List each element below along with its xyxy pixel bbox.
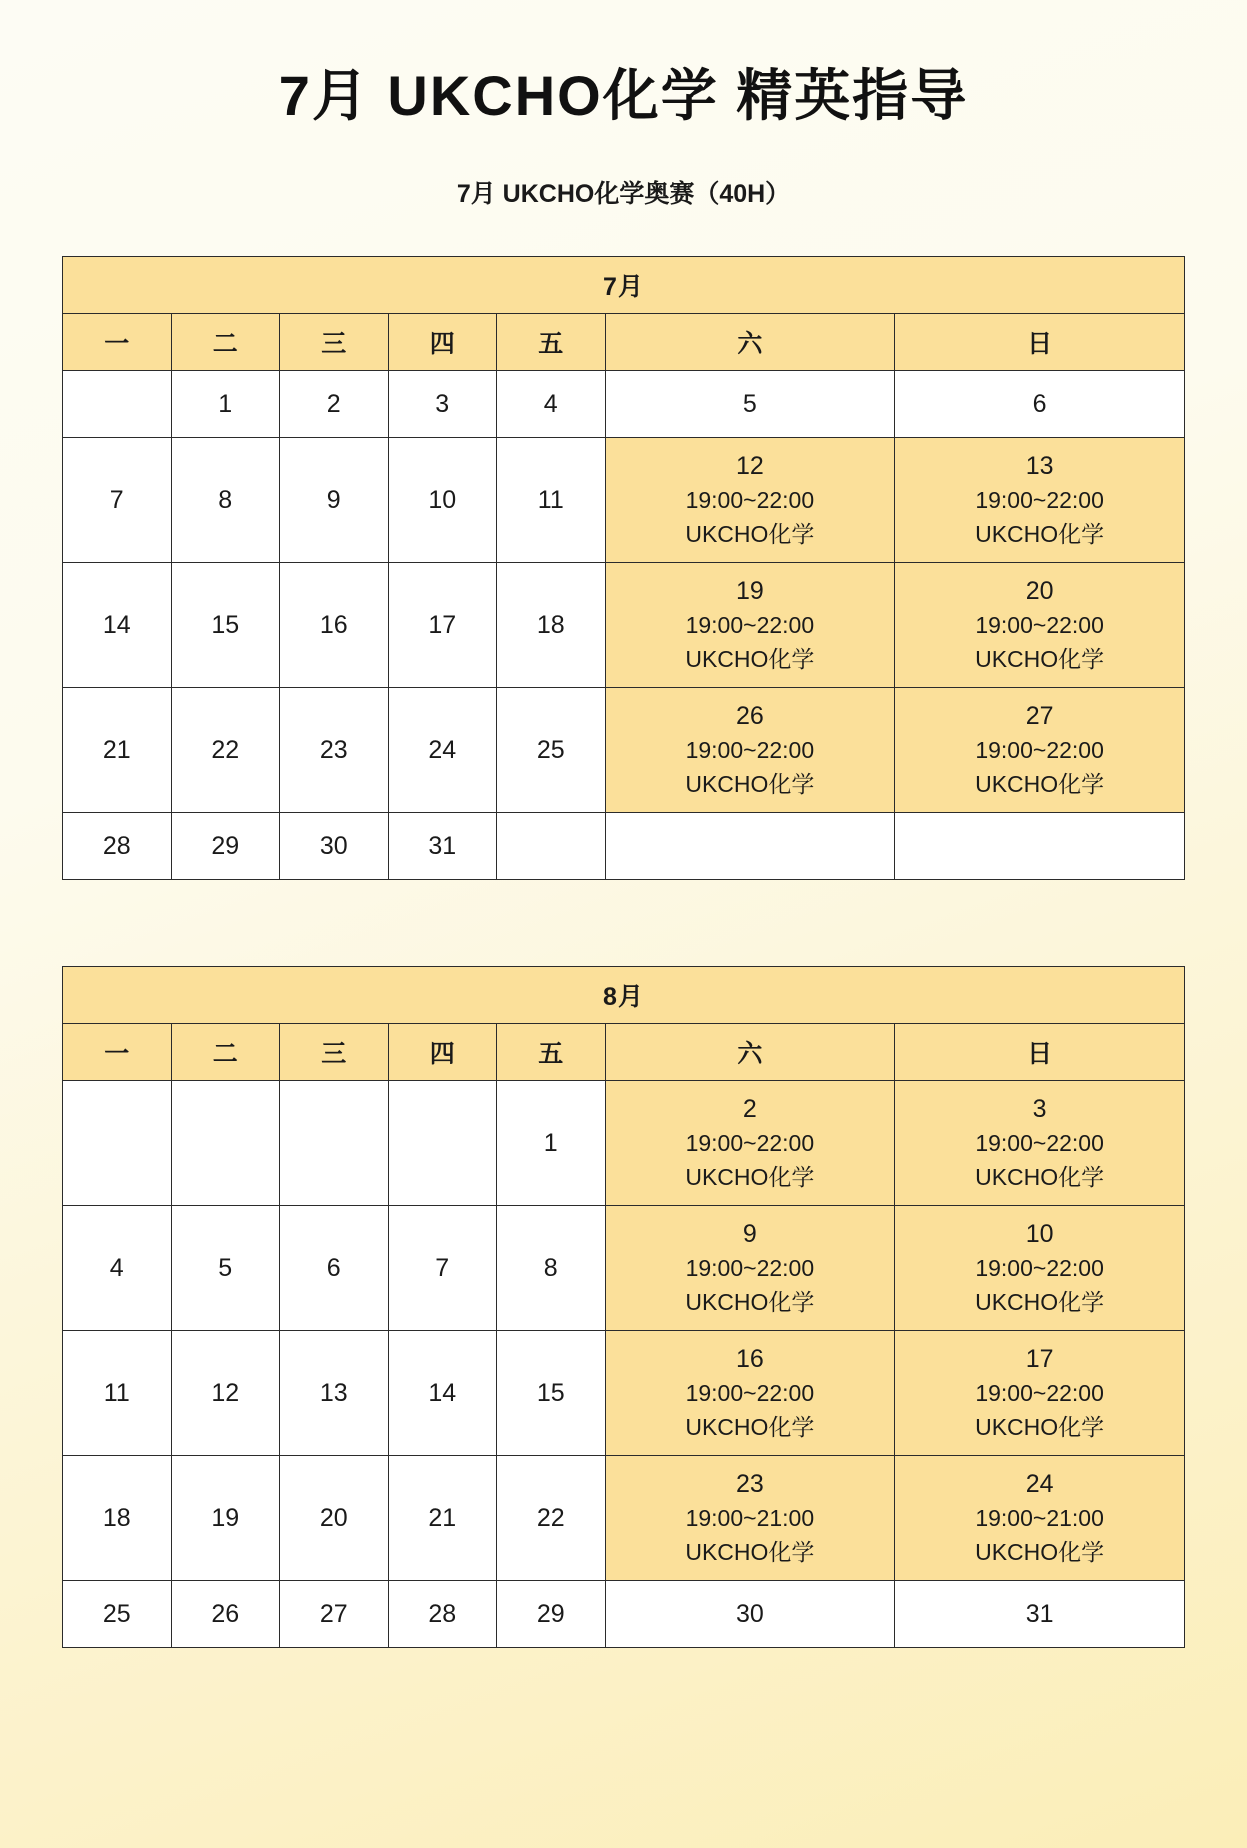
day-number: 13 [319, 1379, 348, 1407]
day-number: 16 [735, 1345, 764, 1373]
day-number: 28 [428, 1600, 457, 1628]
weekday-mon: 一 [63, 1024, 172, 1081]
event-name: UKCHO化学 [685, 1164, 815, 1190]
calendar-header [63, 257, 1185, 371]
calendar-day-cell-event[interactable] [605, 1331, 895, 1456]
calendar-week-row [63, 688, 1185, 813]
page-title: 7月 UKCHO化学 精英指导 [278, 64, 969, 127]
calendar-day-cell [63, 1081, 172, 1206]
event-time: 19:00~22:00 [975, 737, 1104, 763]
day-number: 23 [319, 736, 348, 764]
day-number: 19 [735, 577, 764, 605]
calendar-header [63, 967, 1185, 1081]
calendar-day-cell [497, 371, 606, 438]
day-number: 30 [319, 832, 348, 860]
calendar-day-cell [280, 371, 389, 438]
event-name: UKCHO化学 [975, 1414, 1105, 1440]
calendar-day-cell [895, 813, 1185, 880]
weekday-fri: 五 [497, 1024, 606, 1081]
day-number: 15 [211, 611, 240, 639]
month-label: 7月 [63, 257, 1185, 314]
calendar-body-july [63, 371, 1185, 880]
calendar-day-cell [388, 1331, 497, 1456]
calendar-day-cell-event[interactable] [605, 1081, 895, 1206]
calendar-day-cell [171, 1456, 280, 1581]
event-name: UKCHO化学 [975, 1539, 1105, 1565]
calendar-week-row [63, 563, 1185, 688]
day-number: 20 [319, 1504, 348, 1532]
weekday-tue: 二 [171, 314, 280, 371]
day-number: 26 [211, 1600, 240, 1628]
weekday-sat: 六 [605, 314, 895, 371]
weekday-thu: 四 [388, 314, 497, 371]
day-number: 18 [102, 1504, 131, 1532]
event-name: UKCHO化学 [975, 771, 1105, 797]
day-number: 11 [103, 1379, 130, 1407]
calendar-day-cell-event[interactable] [895, 1206, 1185, 1331]
event-name: UKCHO化学 [685, 1289, 815, 1315]
calendar-day-cell [63, 688, 172, 813]
calendar-day-cell [280, 1081, 389, 1206]
event-time: 19:00~22:00 [975, 1380, 1104, 1406]
day-number: 17 [428, 611, 457, 639]
calendar-week-row [63, 813, 1185, 880]
day-number: 2 [326, 390, 341, 418]
day-number: 15 [536, 1379, 565, 1407]
event-time: 19:00~22:00 [975, 487, 1104, 513]
day-number: 2 [742, 1095, 757, 1123]
calendar-day-cell [63, 1331, 172, 1456]
event-name: UKCHO化学 [685, 1539, 815, 1565]
calendar-day-cell [605, 1581, 895, 1648]
calendar-day-cell [63, 371, 172, 438]
day-number: 10 [1025, 1220, 1054, 1248]
calendar-day-cell [280, 1456, 389, 1581]
calendar-day-cell [497, 1206, 606, 1331]
calendar-week-row [63, 1581, 1185, 1648]
calendar-day-cell [171, 371, 280, 438]
calendar-day-cell [497, 563, 606, 688]
calendar-day-cell-event[interactable] [895, 438, 1185, 563]
calendar-day-cell [280, 688, 389, 813]
event-time: 19:00~22:00 [975, 1255, 1104, 1281]
calendar-table [62, 966, 1185, 1648]
weekday-thu: 四 [388, 1024, 497, 1081]
day-number: 24 [428, 736, 457, 764]
calendar-day-cell [171, 688, 280, 813]
calendar-day-cell [497, 813, 606, 880]
page-subtitle: 7月 UKCHO化学奥赛（40H） [456, 180, 791, 208]
calendar-table [62, 256, 1185, 880]
day-number: 26 [735, 702, 764, 730]
day-number: 27 [319, 1600, 348, 1628]
day-number: 3 [435, 390, 450, 418]
day-number: 14 [102, 611, 131, 639]
weekday-sun: 日 [895, 314, 1185, 371]
weekday-mon: 一 [63, 314, 172, 371]
calendar-day-cell [388, 1206, 497, 1331]
weekday-sun: 日 [895, 1024, 1185, 1081]
day-number: 5 [218, 1254, 233, 1282]
calendar-day-cell-event[interactable] [605, 688, 895, 813]
calendar-july [62, 256, 1185, 880]
weekday-fri: 五 [497, 314, 606, 371]
calendar-day-cell [280, 563, 389, 688]
weekday-row [63, 1024, 1185, 1081]
calendar-day-cell [280, 1331, 389, 1456]
calendar-day-cell [388, 1456, 497, 1581]
event-time: 19:00~22:00 [685, 1380, 815, 1406]
day-number: 28 [102, 832, 131, 860]
calendar-day-cell [63, 438, 172, 563]
calendar-day-cell [497, 688, 606, 813]
calendar-day-cell [895, 371, 1185, 438]
calendar-day-cell [388, 438, 497, 563]
day-number: 24 [1025, 1470, 1054, 1498]
day-number: 1 [543, 1129, 558, 1157]
weekday-sat: 六 [605, 1024, 895, 1081]
day-number: 8 [218, 486, 233, 514]
day-number: 7 [435, 1254, 450, 1282]
calendar-day-cell-event[interactable] [895, 688, 1185, 813]
day-number: 10 [428, 486, 457, 514]
event-time: 19:00~22:00 [685, 737, 815, 763]
event-name: UKCHO化学 [685, 646, 815, 672]
event-name: UKCHO化学 [975, 1289, 1105, 1315]
calendar-day-cell [605, 371, 895, 438]
calendar-day-cell [171, 563, 280, 688]
day-number: 17 [1025, 1345, 1054, 1373]
calendar-day-cell-event[interactable] [605, 438, 895, 563]
calendar-day-cell [497, 1456, 606, 1581]
calendar-day-cell-event[interactable] [895, 1081, 1185, 1206]
day-number: 19 [211, 1504, 240, 1532]
event-name: UKCHO化学 [685, 771, 815, 797]
event-time: 19:00~21:00 [685, 1505, 815, 1531]
day-number: 12 [211, 1379, 240, 1407]
calendar-august [62, 966, 1185, 1648]
day-number: 31 [1025, 1600, 1054, 1628]
calendar-day-cell [171, 1081, 280, 1206]
calendar-day-cell [63, 813, 172, 880]
day-number: 30 [735, 1600, 764, 1628]
event-time: 19:00~22:00 [685, 612, 815, 638]
day-number: 21 [428, 1504, 457, 1532]
day-number: 22 [536, 1504, 565, 1532]
day-number: 22 [211, 736, 240, 764]
event-time: 19:00~21:00 [975, 1505, 1104, 1531]
calendar-day-cell [171, 1206, 280, 1331]
day-number: 27 [1025, 702, 1054, 730]
day-number: 20 [1025, 577, 1054, 605]
calendar-day-cell [497, 438, 606, 563]
calendar-day-cell [171, 1581, 280, 1648]
calendar-week-row [63, 438, 1185, 563]
day-number: 7 [109, 486, 124, 514]
day-number: 29 [536, 1600, 565, 1628]
calendar-day-cell [388, 1581, 497, 1648]
month-label: 8月 [63, 967, 1185, 1024]
calendar-day-cell [63, 563, 172, 688]
day-number: 6 [326, 1254, 341, 1282]
day-number: 25 [102, 1600, 131, 1628]
calendar-week-row [63, 1331, 1185, 1456]
weekday-wed: 三 [280, 1024, 389, 1081]
calendar-week-row [63, 1456, 1185, 1581]
day-number: 11 [537, 486, 564, 514]
day-number: 5 [742, 390, 757, 418]
event-time: 19:00~22:00 [975, 612, 1104, 638]
calendar-week-row [63, 371, 1185, 438]
weekday-wed: 三 [280, 314, 389, 371]
day-number: 9 [326, 486, 341, 514]
day-number: 31 [428, 832, 457, 860]
day-number: 12 [735, 452, 764, 480]
event-name: UKCHO化学 [975, 646, 1105, 672]
calendar-day-cell [63, 1581, 172, 1648]
calendar-day-cell-event[interactable] [895, 1331, 1185, 1456]
calendar-week-row [63, 1206, 1185, 1331]
calendar-day-cell [388, 563, 497, 688]
calendar-week-row [63, 1081, 1185, 1206]
calendar-day-cell [280, 1581, 389, 1648]
calendar-day-cell [388, 688, 497, 813]
calendar-day-cell-event[interactable] [605, 1456, 895, 1581]
day-number: 21 [102, 736, 131, 764]
calendar-day-cell [280, 1206, 389, 1331]
calendar-body-august [63, 1081, 1185, 1648]
calendar-day-cell-event[interactable] [895, 563, 1185, 688]
event-name: UKCHO化学 [975, 1164, 1105, 1190]
calendar-day-cell [63, 1206, 172, 1331]
day-number: 4 [543, 390, 558, 418]
calendar-day-cell [497, 1081, 606, 1206]
calendar-day-cell [280, 813, 389, 880]
day-number: 3 [1032, 1095, 1047, 1123]
calendar-day-cell [497, 1581, 606, 1648]
day-number: 18 [536, 611, 565, 639]
day-number: 23 [735, 1470, 764, 1498]
calendar-day-cell-event[interactable] [895, 1456, 1185, 1581]
event-name: UKCHO化学 [685, 521, 815, 547]
day-number: 13 [1025, 452, 1054, 480]
calendar-day-cell [171, 1331, 280, 1456]
event-time: 19:00~22:00 [975, 1130, 1104, 1156]
day-number: 4 [109, 1254, 124, 1282]
day-number: 9 [742, 1220, 757, 1248]
calendar-day-cell-event[interactable] [605, 1206, 895, 1331]
event-time: 19:00~22:00 [685, 1255, 815, 1281]
calendar-day-cell [171, 813, 280, 880]
calendar-day-cell-event[interactable] [605, 563, 895, 688]
event-time: 19:00~22:00 [685, 1130, 815, 1156]
calendar-day-cell [895, 1581, 1185, 1648]
day-number: 16 [319, 611, 348, 639]
weekday-row [63, 314, 1185, 371]
calendar-day-cell [388, 813, 497, 880]
day-number: 1 [218, 390, 233, 418]
calendar-day-cell [280, 438, 389, 563]
event-time: 19:00~22:00 [685, 487, 815, 513]
calendar-day-cell [171, 438, 280, 563]
day-number: 14 [428, 1379, 457, 1407]
calendar-day-cell [63, 1456, 172, 1581]
calendar-day-cell [497, 1331, 606, 1456]
calendar-day-cell [605, 813, 895, 880]
day-number: 6 [1032, 390, 1047, 418]
event-name: UKCHO化学 [975, 521, 1105, 547]
day-number: 8 [543, 1254, 558, 1282]
calendar-day-cell [388, 1081, 497, 1206]
day-number: 25 [536, 736, 565, 764]
event-name: UKCHO化学 [685, 1414, 815, 1440]
weekday-tue: 二 [171, 1024, 280, 1081]
calendar-day-cell [388, 371, 497, 438]
day-number: 29 [211, 832, 240, 860]
